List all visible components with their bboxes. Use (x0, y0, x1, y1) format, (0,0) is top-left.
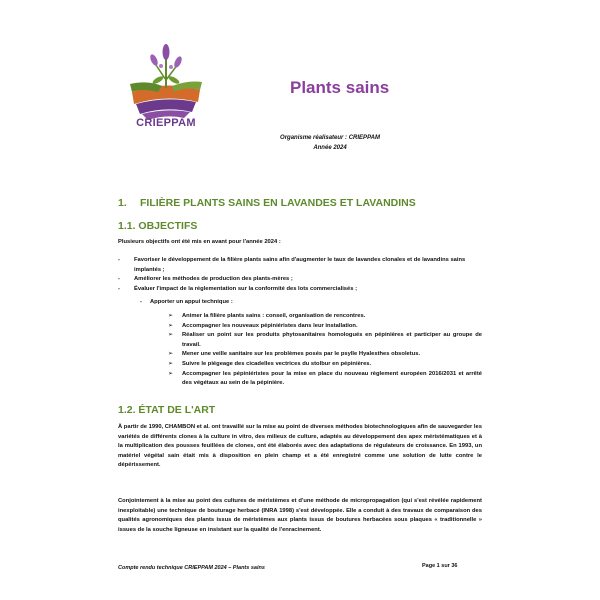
state-of-art-paragraph-2: Conjointement à la mise au point des cultures de méristèmes et d'une méthode de micropropagation (qui s'est révélée rapidement inexploitable) une technique de bouturage herbacé (INRA 1998) s'est développée. Elle a conduit à des travaux de comparaison des qualités agronomiques des plants issus de méristèmes aux plants issus de boutures herbacées sous plaques « traditionnelle » issues de la souche ligneuse en insistant sur la qualité de l'enracinement. (118, 498, 482, 533)
arrow-bullet-icon: ➢ (168, 313, 174, 319)
technical-support-actions (168, 312, 482, 389)
section-number: 1. (118, 197, 127, 209)
arrow-bullet-icon: ➢ (168, 360, 174, 367)
list-item: - Favoriser le développement de la filière plants sains afin d'augmenter le taux de lavandes clonales et de lavandins sains implantés ; (118, 257, 466, 273)
lavender-logo-icon (128, 40, 204, 120)
objectives-intro: Plusieurs objectifs ont été mis en avant pour l'année 2024 : (118, 239, 281, 245)
technical-support-list (140, 298, 233, 308)
arrow-bullet-icon: ➢ (168, 370, 174, 377)
subsection-objectives-heading: 1.1. OBJECTIFS (118, 220, 198, 232)
section-title: FILIÈRE PLANTS SAINS EN LAVANDES ET LAVANDINS (140, 197, 416, 209)
subsection-state-of-art-heading: 1.2. ÉTAT DE L'ART (118, 404, 216, 416)
list-item: ➢ Réaliser un point sur les produits phytosanitaires homologués en pépinières et participer au groupe de travail. (168, 332, 482, 348)
footer-page-number: Page 1 sur 36 (422, 563, 458, 569)
state-of-art-paragraph-1: À partir de 1990, CHAMBON et al. ont travaillé sur la mise au point de diverses méthodes biotechnologiques afin de sauvegarder les variétés de différents clones à la culture in vitro, des milieux de culture, adaptés au développement des apex méristématiques et à la multiplication des pousses feuillées de clones, ont été élaborés avec des adaptations de régulateurs de croissance. En 1993, un matériel végétal sain était mis à disposition en plein champ et a été enregistré comme une solution de lutte contre le dépérissement. (118, 424, 482, 469)
logo-wordmark: CRIEPPAM (136, 117, 196, 129)
list-item: ➢ Animer la filière plants sains : conseil, organisation de rencontres. (168, 312, 482, 322)
list-item: - Évaluer l'impact de la réglementation sur la conformité des lots commercialisés ; (118, 285, 358, 292)
arrow-bullet-icon: ➢ (168, 351, 174, 358)
list-item: ➢ Accompagner les pépiniéristes pour la mise en place du nouveau règlement européen 2016/2031 et arrêté des végétaux au sein de la pépinière. (168, 370, 482, 387)
objectives-list (118, 256, 488, 294)
meta-year: Année 2024 (313, 145, 347, 151)
page-title: Plants sains (290, 78, 390, 97)
list-item: - Améliorer les méthodes de production des plants-mères ; (118, 276, 293, 283)
footer-document-title: Compte rendu technique CRIEPPAM 2024 – Plants sains (118, 565, 265, 571)
arrow-bullet-icon: ➢ (168, 332, 174, 339)
meta-organism: Organisme réalisateur : CRIEPPAM (280, 135, 380, 141)
list-item: ➢ Mener une veille sanitaire sur les problèmes posés par le psylle Hyalesthes obsoletus. (168, 350, 482, 360)
list-item: ➢ Accompagner les nouveaux pépiniéristes dans leur installation. (168, 322, 482, 332)
list-item: ➢ Suivre le piégeage des cicadelles vectrices du stolbur en pépinières. (168, 360, 482, 370)
list-item: - Apporter un appui technique : (140, 299, 233, 305)
section-heading (118, 197, 416, 209)
arrow-bullet-icon: ➢ (168, 322, 174, 329)
document-meta (230, 133, 430, 153)
